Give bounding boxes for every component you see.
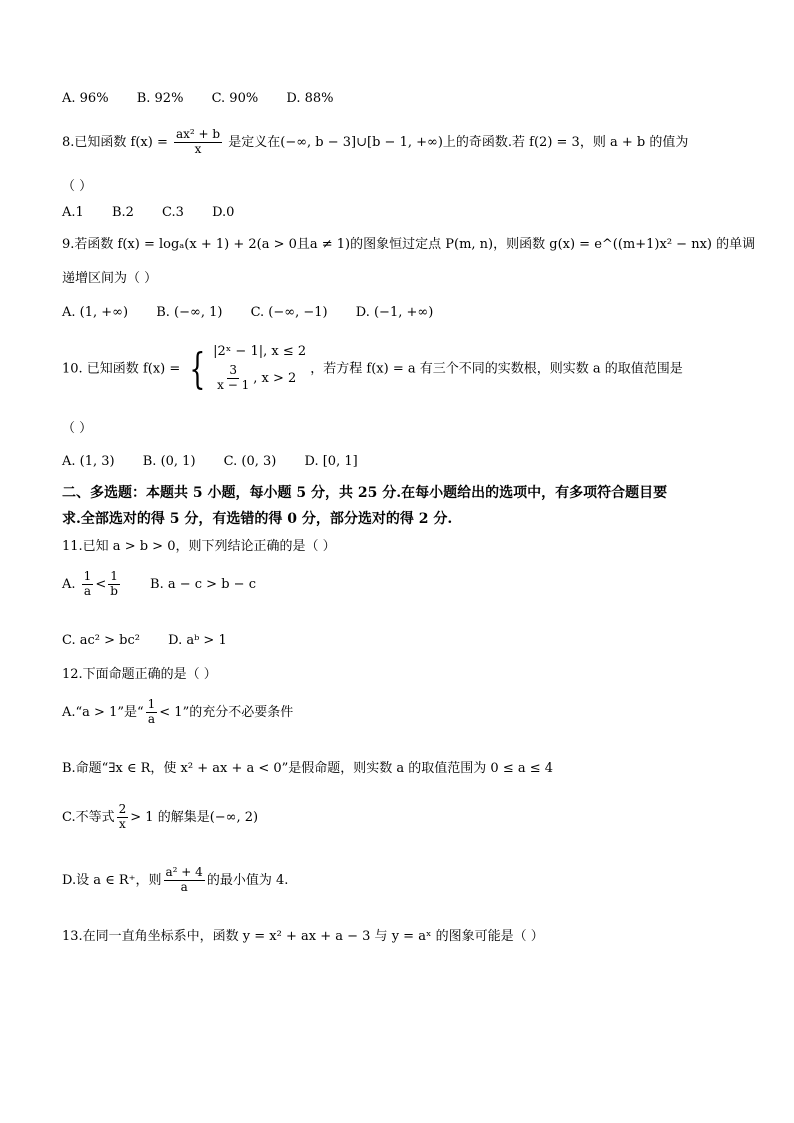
q11-a-frac1-den: a xyxy=(83,583,92,598)
q10-case2-den: x − 1 xyxy=(217,377,250,392)
q8-frac-num: ax² + b xyxy=(176,127,221,141)
q9-option-a: A. (1, +∞) xyxy=(62,305,129,320)
q10-piecewise xyxy=(184,345,306,393)
q8-paren: （ ） xyxy=(62,179,93,194)
q10-case2-num: 3 xyxy=(229,363,237,377)
q13-stem: 13.在同一直角坐标系中，函数 y = x² + ax + a − 3 与 y = aˣ 的图象可能是（ ） xyxy=(62,929,544,944)
q8-options xyxy=(62,206,258,219)
q12-a-den: a xyxy=(147,711,156,726)
q10-option-d: D. [0, 1] xyxy=(304,454,358,469)
q12-a-frac xyxy=(146,698,158,727)
q10-option-c: C. (0, 3) xyxy=(223,454,277,469)
q7-option-d: D. 88% xyxy=(286,91,334,106)
q12-c-pre: C.不等式 xyxy=(62,809,115,825)
q12-d-frac xyxy=(164,866,205,895)
q11-option-ab xyxy=(62,570,256,599)
q11-a-frac1 xyxy=(82,570,94,599)
q7-option-c: C. 90% xyxy=(211,91,259,106)
q11-a-lt: < xyxy=(95,576,107,592)
q9-options xyxy=(62,306,457,319)
section2-line2: 求.全部选对的得 5 分，有选错的得 0 分，部分选对的得 2 分. xyxy=(62,511,453,527)
q11-a-frac2-den: b xyxy=(110,583,118,598)
q7-options xyxy=(62,92,357,105)
q10-options xyxy=(62,455,382,468)
q11-a-frac2-num: 1 xyxy=(110,569,118,583)
q12-option-b: B.命题“∃x ∈ R，使 x² + ax + a < 0”是假命题，则实数 a 的取值范围为 0 ≤ a ≤ 4 xyxy=(62,761,554,776)
q10-option-b: B. (0, 1) xyxy=(142,454,196,469)
q12-option-c xyxy=(62,803,258,832)
q9-line1: 9.若函数 f(x) = logₐ(x + 1) + 2(a > 0且a ≠ 1)的图象恒过定点 P(m, n)，则函数 g(x) = e^((m+1)x² − nx) 的单调 xyxy=(62,237,756,252)
q12-a-pre: A.“a > 1”是“ xyxy=(62,704,144,720)
q10-option-a: A. (1, 3) xyxy=(62,454,115,469)
q7-option-b: B. 92% xyxy=(136,91,184,106)
q12-stem: 12.下面命题正确的是（ ） xyxy=(62,667,217,682)
q8-stem xyxy=(62,128,688,157)
q9-option-c: C. (−∞, −1) xyxy=(250,305,328,320)
q8-fraction xyxy=(174,128,222,157)
q8-rest: 是定义在(−∞, b − 3]∪[b − 1, +∞)上的奇函数.若 f(2) = 3，则 a + b 的值为 xyxy=(228,134,689,150)
q9-option-b: B. (−∞, 1) xyxy=(156,305,223,320)
q11-a-lead: A. xyxy=(62,576,76,592)
q10-case2-frac xyxy=(215,364,251,393)
section2-line1: 二、多选题：本题共 5 小题，每小题 5 分，共 25 分.在每小题给出的选项中，有多项符合题目要 xyxy=(62,485,668,501)
q8-lead: 8.已知函数 f(x) = xyxy=(62,134,168,150)
q7-option-a: A. 96% xyxy=(62,91,109,106)
q11-option-c: C. ac² > bc² xyxy=(62,633,140,648)
q8-option-d: D.0 xyxy=(212,205,235,220)
brace-icon: { xyxy=(189,343,206,393)
q12-d-num: a² + 4 xyxy=(165,865,203,879)
q10-case1: |2ˣ − 1|, x ≤ 2 xyxy=(213,344,307,359)
q10-paren: （ ） xyxy=(62,421,93,436)
q10-case2-tail: , x > 2 xyxy=(253,370,297,386)
q12-d-den: a xyxy=(180,879,188,894)
q9-line2: 递增区间为（ ） xyxy=(62,271,158,286)
q10-lead: 10. 已知函数 f(x) = xyxy=(62,361,181,377)
q11-a-frac1-num: 1 xyxy=(83,569,92,583)
q12-option-d xyxy=(62,866,288,895)
q9-option-d: D. (−1, +∞) xyxy=(355,305,434,320)
q12-a-num: 1 xyxy=(147,697,156,711)
q12-option-a xyxy=(62,698,293,727)
q8-option-a: A.1 xyxy=(62,205,84,220)
q8-option-b: B.2 xyxy=(111,205,134,220)
q11-option-cd xyxy=(62,634,251,647)
q11-stem: 11.已知 a > b > 0，则下列结论正确的是（ ） xyxy=(62,539,336,554)
q11-option-b: B. a − c > b − c xyxy=(150,576,256,592)
q12-c-frac xyxy=(117,803,129,832)
q12-d-pre: D.设 a ∈ R⁺，则 xyxy=(62,872,162,888)
q12-d-post: 的最小值为 4. xyxy=(206,872,289,888)
q8-option-c: C.3 xyxy=(162,205,184,220)
q12-c-post: > 1 的解集是(−∞, 2) xyxy=(130,809,259,825)
q12-a-post: < 1”的充分不必要条件 xyxy=(159,704,294,720)
q10-rest: ，若方程 f(x) = a 有三个不同的实数根，则实数 a 的取值范围是 xyxy=(310,361,683,377)
q12-c-den: x xyxy=(119,816,126,831)
q10-stem xyxy=(62,345,683,393)
q8-frac-den: x xyxy=(194,141,202,156)
q11-a-frac2 xyxy=(108,570,120,599)
q11-option-d: D. aᵇ > 1 xyxy=(168,633,227,648)
q12-c-num: 2 xyxy=(118,802,127,816)
